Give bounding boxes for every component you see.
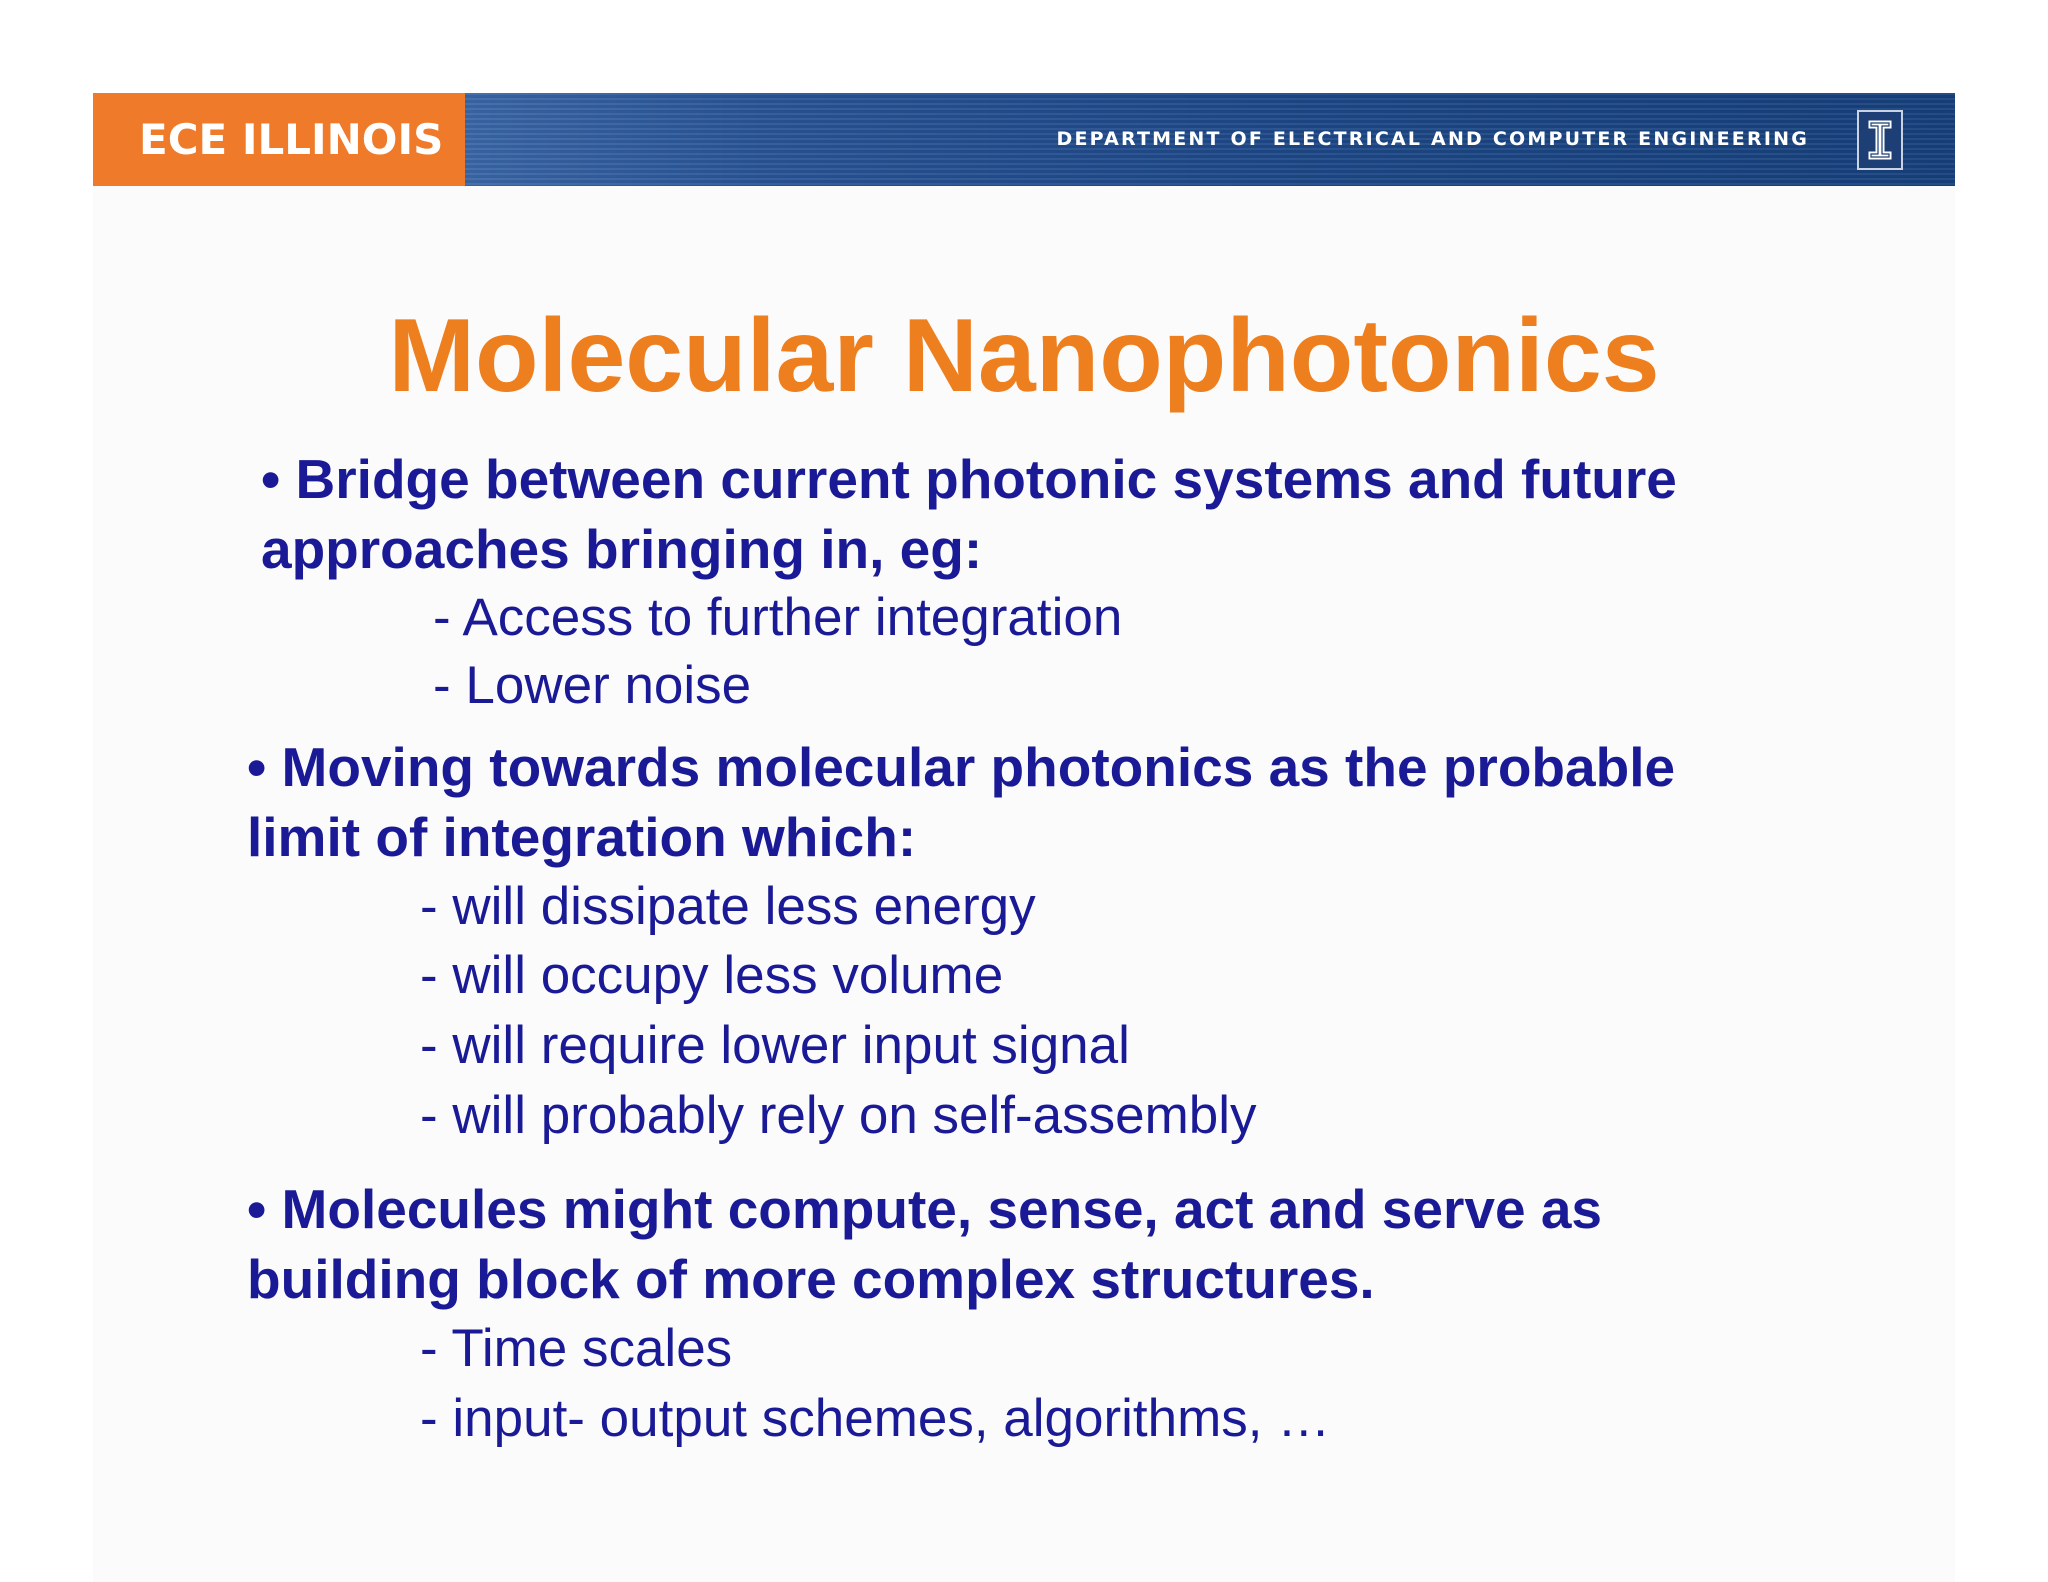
header-banner — [93, 93, 1955, 186]
bullet-3-subitem: - input- output schemes, algorithms, … — [420, 1389, 1331, 1448]
bullet-2-subitem: - will require lower input signal — [420, 1016, 1130, 1075]
bullet-3-subitem: - Time scales — [420, 1319, 733, 1378]
block-i-logo-icon — [1857, 110, 1903, 170]
bullet-2-line-2: limit of integration which: — [247, 806, 917, 868]
bullet-2-subitem: - will occupy less volume — [420, 946, 1004, 1005]
slide-title: Molecular Nanophotonics — [388, 298, 1660, 414]
department-name: DEPARTMENT OF ELECTRICAL AND COMPUTER ENGINEERING — [1056, 128, 1809, 150]
bullet-2-subitem: - will dissipate less energy — [420, 877, 1036, 936]
bullet-3-line-1: • Molecules might compute, sense, act and serve as — [247, 1178, 1603, 1240]
brand-block — [93, 93, 465, 186]
bullet-2-line-1: • Moving towards molecular photonics as the probable — [247, 736, 1676, 798]
department-block — [465, 93, 1955, 186]
brand-name: ECE ILLINOIS — [139, 115, 444, 164]
bullet-1-subitem: - Lower noise — [433, 656, 752, 715]
bullet-1-line-2: approaches bringing in, eg: — [261, 518, 983, 580]
bullet-3-line-2: building block of more complex structures. — [247, 1248, 1375, 1310]
bullet-2-subitem: - will probably rely on self-assembly — [420, 1086, 1257, 1145]
bullet-1-subitem: - Access to further integration — [433, 588, 1123, 647]
bullet-1-line-1: • Bridge between current photonic systems and future — [261, 448, 1677, 510]
